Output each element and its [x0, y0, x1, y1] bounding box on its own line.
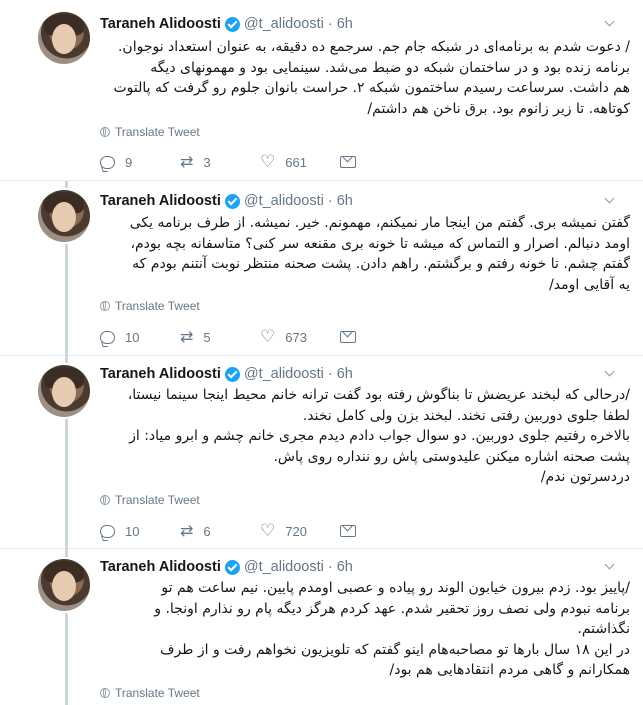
like-count: 673: [285, 329, 307, 345]
avatar[interactable]: [38, 365, 90, 417]
tweet-actions: [100, 521, 356, 541]
like-count: 661: [285, 154, 307, 170]
reply-button[interactable]: [100, 330, 180, 345]
avatar[interactable]: [38, 12, 90, 64]
retweet-button[interactable]: [180, 521, 260, 540]
reply-count: 10: [125, 523, 140, 539]
tweet-line: کوتاهه. تا زیر زانوم بود. برق ناخن هم داشتم/: [367, 100, 630, 117]
avatar[interactable]: [38, 190, 90, 242]
tweet[interactable]: [0, 549, 643, 705]
author-handle[interactable]: @t_alidoosti: [243, 16, 324, 32]
direct-message-button[interactable]: [340, 331, 356, 343]
tweet[interactable]: [0, 181, 643, 356]
author-handle[interactable]: @t_alidoosti: [243, 559, 324, 575]
translate-label: Translate Tweet: [115, 493, 200, 507]
tweet-line: برنامه زنده بود و در ساختمان شبکه دو ضبط می‌شد. سینمایی بود و مهمونهای دیگه: [150, 59, 630, 76]
separator-dot: ·: [327, 559, 333, 575]
translate-label: Translate Tweet: [115, 125, 200, 139]
tweet-timestamp[interactable]: 6h: [336, 16, 353, 32]
tweet-line: در این ۱۸ سال بارها تو مصاحبه‌هام اینو گفتم که تلویزیون نخواهم رفت و از طرف: [160, 641, 630, 658]
chevron-down-icon[interactable]: [605, 18, 615, 28]
tweet-actions: [100, 152, 356, 172]
tweet-text: [100, 578, 630, 681]
retweet-icon: ⇄: [180, 327, 194, 346]
heart-icon: ♡: [260, 152, 276, 172]
author-name[interactable]: Taraneh Alidoosti: [100, 366, 221, 382]
reply-button[interactable]: [100, 155, 180, 170]
globe-icon: [100, 495, 110, 505]
envelope-icon: [340, 331, 356, 343]
verified-badge-icon: [225, 367, 240, 382]
author-name[interactable]: Taraneh Alidoosti: [100, 193, 221, 209]
globe-icon: [100, 301, 110, 311]
author-handle[interactable]: @t_alidoosti: [243, 193, 324, 209]
tweet-line: هم داشت. سرساعت رسیدم ساختمون شبکه ۲. حراست بانوان جلوم رو گرفت که پالتوت: [113, 80, 630, 96]
tweet-line: /پاییز بود. زدم بیرون خیابون الوند رو پیاده و عصبی اومدم پایین. نیم ساعت هم تو: [161, 580, 630, 596]
author-name[interactable]: Taraneh Alidoosti: [100, 559, 221, 575]
tweet-line: دردسرتون ندم/: [540, 469, 630, 485]
reply-button[interactable]: [100, 524, 180, 539]
tweet-text: [100, 213, 630, 295]
author-name[interactable]: Taraneh Alidoosti: [100, 16, 221, 32]
reply-icon: [100, 156, 115, 169]
envelope-icon: [340, 156, 356, 168]
tweet-line: /درحالی که لبخند عریضش تا بناگوش رفته بود گفت ترانه خانم محیط اینجا سینما نیستا،: [127, 387, 630, 403]
translate-tweet-link[interactable]: [100, 685, 200, 701]
translate-tweet-link[interactable]: [100, 298, 200, 314]
reply-count: 9: [125, 154, 133, 170]
retweet-button[interactable]: [180, 152, 260, 171]
verified-badge-icon: [225, 17, 240, 32]
direct-message-button[interactable]: [340, 525, 356, 537]
tweet-line: نگذاشتم.: [577, 621, 630, 637]
tweet-line: پشت صحنه اشاره میکنن علیدوستی پاش رو ننداره روی پاش.: [273, 448, 630, 465]
separator-dot: ·: [327, 16, 333, 32]
tweet-actions: [100, 327, 356, 347]
globe-icon: [100, 688, 110, 698]
retweet-button[interactable]: [180, 327, 260, 346]
like-button[interactable]: [260, 152, 340, 172]
direct-message-button[interactable]: [340, 156, 356, 168]
tweet-line: همکارانم و گاهی مردم انتقادهایی هم بود/: [389, 662, 630, 678]
chevron-down-icon[interactable]: [605, 368, 615, 378]
author-handle[interactable]: @t_alidoosti: [243, 366, 324, 382]
tweet-line: گفتن نمیشه بری. گفتم من اینجا مار نمیکنم، مهمونم. خیر. نمیشه. از طرف برنامه یکی: [129, 215, 630, 231]
tweet-text: [100, 37, 630, 119]
verified-badge-icon: [225, 560, 240, 575]
translate-tweet-link[interactable]: [100, 492, 200, 508]
like-count: 720: [285, 523, 307, 539]
tweet-timestamp[interactable]: 6h: [336, 366, 353, 382]
separator-dot: ·: [327, 193, 333, 209]
tweet[interactable]: [0, 356, 643, 549]
tweet-line: یه آقایی اومد/: [549, 276, 630, 293]
globe-icon: [100, 127, 110, 137]
tweet-text: [100, 385, 630, 488]
translate-tweet-link[interactable]: [100, 124, 200, 140]
retweet-icon: ⇄: [180, 521, 194, 540]
tweet-line: بالاخره رفتیم جلوی دوربین. دو سوال جواب دادم دیدم مجری خانم چشم و ابرو میاد: از: [129, 428, 630, 444]
tweet-line: برنامه نبودم ولی نصف روز تحقیر شدم. عهد کردم هرگز دیگه پام رو نذارم اونجا. و: [154, 600, 630, 617]
separator-dot: ·: [327, 366, 333, 382]
retweet-icon: ⇄: [180, 152, 194, 171]
tweet-line: گفتم چشم. تا خونه رفتم و برگشتم. راهم دادن. پشت صحنه منتظر نوبت آنتنم بودم که: [132, 256, 630, 272]
envelope-icon: [340, 525, 356, 537]
tweet-header: [100, 557, 353, 577]
retweet-count: 3: [203, 154, 211, 170]
translate-label: Translate Tweet: [115, 299, 200, 313]
reply-icon: [100, 331, 115, 344]
reply-icon: [100, 525, 115, 538]
translate-label: Translate Tweet: [115, 686, 200, 700]
avatar[interactable]: [38, 559, 90, 611]
chevron-down-icon[interactable]: [605, 195, 615, 205]
verified-badge-icon: [225, 194, 240, 209]
tweet-timestamp[interactable]: 6h: [336, 559, 353, 575]
tweet-line: اومد دنبالم. اصرار و التماس که میشه تا خونه بری مقنعه سر کنی؟ متاسفانه بچه بودم،: [130, 235, 630, 252]
heart-icon: ♡: [260, 521, 276, 541]
retweet-count: 6: [203, 523, 211, 539]
like-button[interactable]: [260, 521, 340, 541]
like-button[interactable]: [260, 327, 340, 347]
reply-count: 10: [125, 329, 140, 345]
tweet[interactable]: [0, 0, 643, 181]
chevron-down-icon[interactable]: [605, 561, 615, 571]
tweet-header: [100, 14, 353, 34]
tweet-line: لطفا جلوی دوربین رفتی نخند. لبخند بزن ولی کامل نخند.: [302, 407, 630, 424]
heart-icon: ♡: [260, 327, 276, 347]
tweet-line: / دعوت شدم به برنامه‌ای در شبکه جام جم. سرجمع ده دقیقه، به عنوان استعداد نوجوان.: [117, 39, 630, 55]
tweet-header: [100, 364, 353, 384]
tweet-header: [100, 191, 353, 211]
retweet-count: 5: [203, 329, 211, 345]
tweet-timestamp[interactable]: 6h: [336, 193, 353, 209]
